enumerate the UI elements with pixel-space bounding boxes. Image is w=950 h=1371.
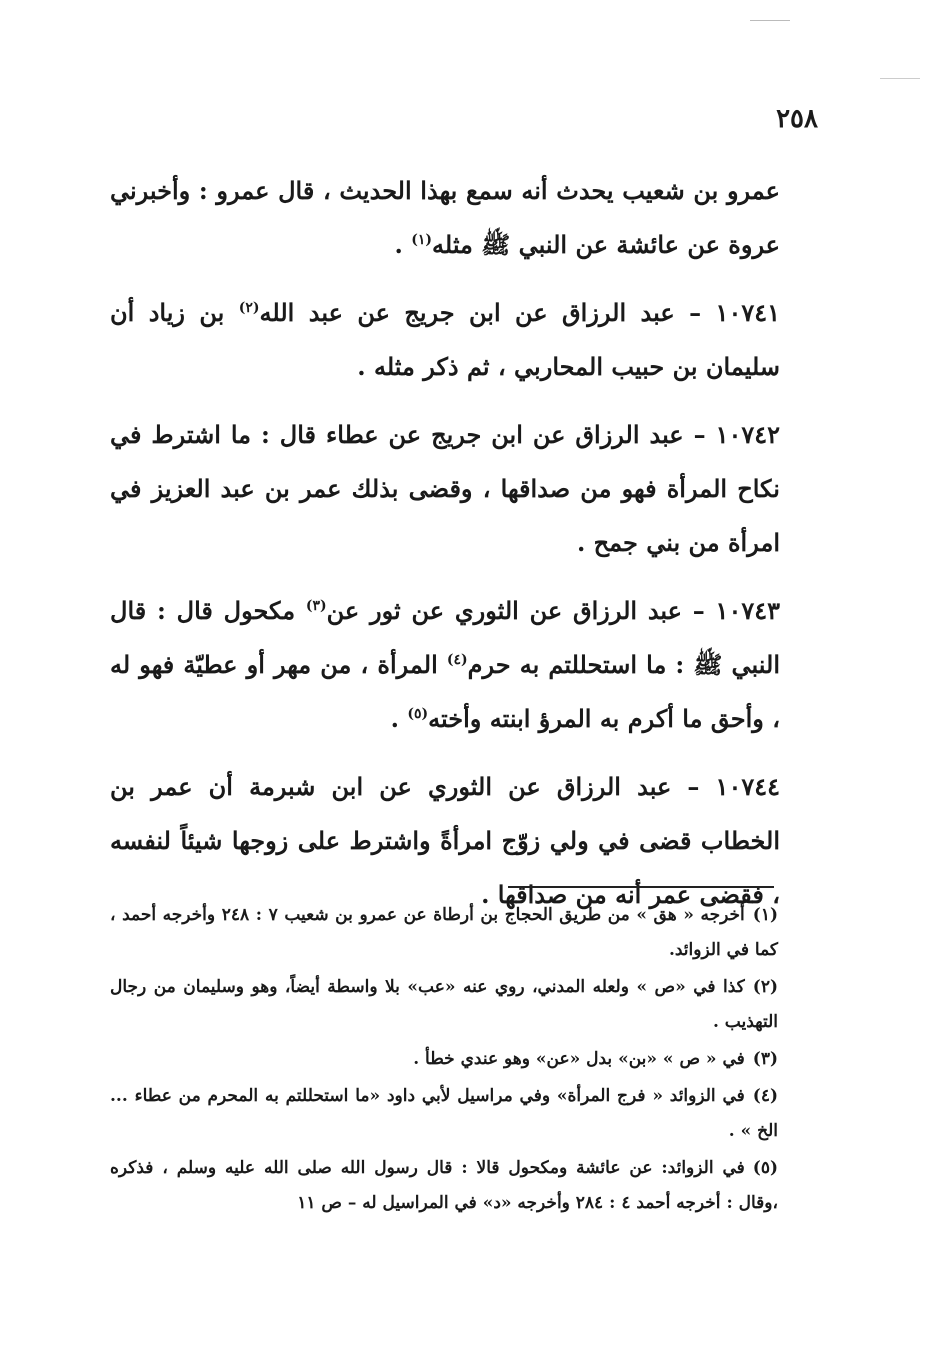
paragraph: [110, 164, 780, 272]
page-number: ٢٥٨: [776, 104, 818, 134]
paragraph-text: – عبد الرزاق عن الثوري عن ثور عن: [326, 596, 716, 625]
scan-artifact-line: [750, 20, 790, 21]
paragraph-tail: .: [390, 704, 408, 733]
paragraph-text: – عبد الرزاق عن الثوري عن ابن شبرمة أن عمر بن الخطاب قضى في ولي زوّج امرأةً واشترط على زوجها شيئاً لنفسه ، فقضى عمر أنه من صداقها .: [110, 772, 780, 909]
footnote: [110, 1042, 778, 1077]
footnote-ref[interactable]: (٤): [446, 652, 468, 668]
footnote-text: في الزوائد: عن عائشة ومكحول قالا : قال رسول الله صلى الله عليه وسلم ، فذكره ،وقال : أخرجه أحمد ٤ : ٢٨٤ وأخرجه «د» في المراسيل له – ص ١١: [110, 1158, 778, 1213]
footnote-ref[interactable]: (٢): [238, 300, 260, 316]
paragraph-tail: مكحول قال : قال النبي ﷺ : ما استحللتم به حرم: [110, 596, 780, 679]
footnote: [110, 970, 778, 1040]
paragraph: [110, 584, 780, 746]
footnote-text: كذا في «ص » ولعله المدني، روي عنه «عب» بلا واسطة أيضاً، وهو وسليمان من رجال التهذيب .: [110, 977, 778, 1032]
footnote-ref[interactable]: (٥): [407, 706, 429, 722]
hadith-number: ١٠٧٤٣: [715, 596, 780, 625]
paragraph-text: – عبد الرزاق عن ابن جريج عن عبد الله: [259, 298, 716, 327]
scan-artifact-line: [880, 78, 920, 79]
hadith-number: ١٠٧٤٤: [715, 772, 780, 801]
footnote-number: (٥): [752, 1158, 778, 1178]
footnote-number: (٣): [752, 1049, 778, 1069]
paragraph-text: – عبد الرزاق عن ابن جريج عن عطاء قال : ما اشترط في نكاح المرأة فهو من صداقها ، وقضى بذلك عمر بن عبد العزيز في امرأة من بني جمح .: [110, 420, 780, 557]
paragraph: [110, 408, 780, 570]
hadith-number: ١٠٧٤٢: [715, 420, 781, 449]
footnote-number: (٢): [752, 977, 778, 997]
footnote-separator: [508, 886, 774, 888]
footnote-number: (١): [752, 905, 778, 925]
paragraph-text: عمرو بن شعيب يحدث أنه سمع بهذا الحديث ، قال عمرو : وأخبرني عروة عن عائشة عن النبي ﷺ مثله: [110, 176, 780, 259]
footnote-text: في الزوائد « فرج المرأة» وفي مراسيل لأبي داود «ما استحللتم به المحرم من عطاء ... الخ » .: [110, 1086, 778, 1141]
footnotes: [110, 898, 778, 1223]
main-text: [110, 164, 780, 936]
footnote-text: في « ص » «بن» بدل «عن» وهو عندي خطأ .: [413, 1049, 745, 1069]
footnote-number: (٤): [752, 1086, 778, 1106]
footnote: [110, 1151, 778, 1221]
paragraph: [110, 286, 780, 394]
hadith-number: ١٠٧٤١: [715, 298, 780, 327]
footnote-text: أخرجه « هق » من طريق الحجاج بن أرطاة عن عمرو بن شعيب ٧ : ٢٤٨ وأخرجه أحمد ، كما في الزوائد.: [110, 905, 778, 960]
footnote: [110, 1079, 778, 1149]
paragraph-tail: بن زياد أن سليمان بن حبيب المحاربي ، ثم ذكر مثله .: [110, 298, 780, 381]
paragraph-tail: المرأة ، من مهر أو عطيّة فهو له ، وأحق ما أكرم به المرؤ ابنته وأخته: [110, 650, 780, 733]
footnote-ref[interactable]: (٣): [305, 598, 327, 614]
footnote: [110, 898, 778, 968]
footnote-ref[interactable]: (١): [411, 232, 432, 248]
paragraph-tail: .: [394, 230, 412, 259]
